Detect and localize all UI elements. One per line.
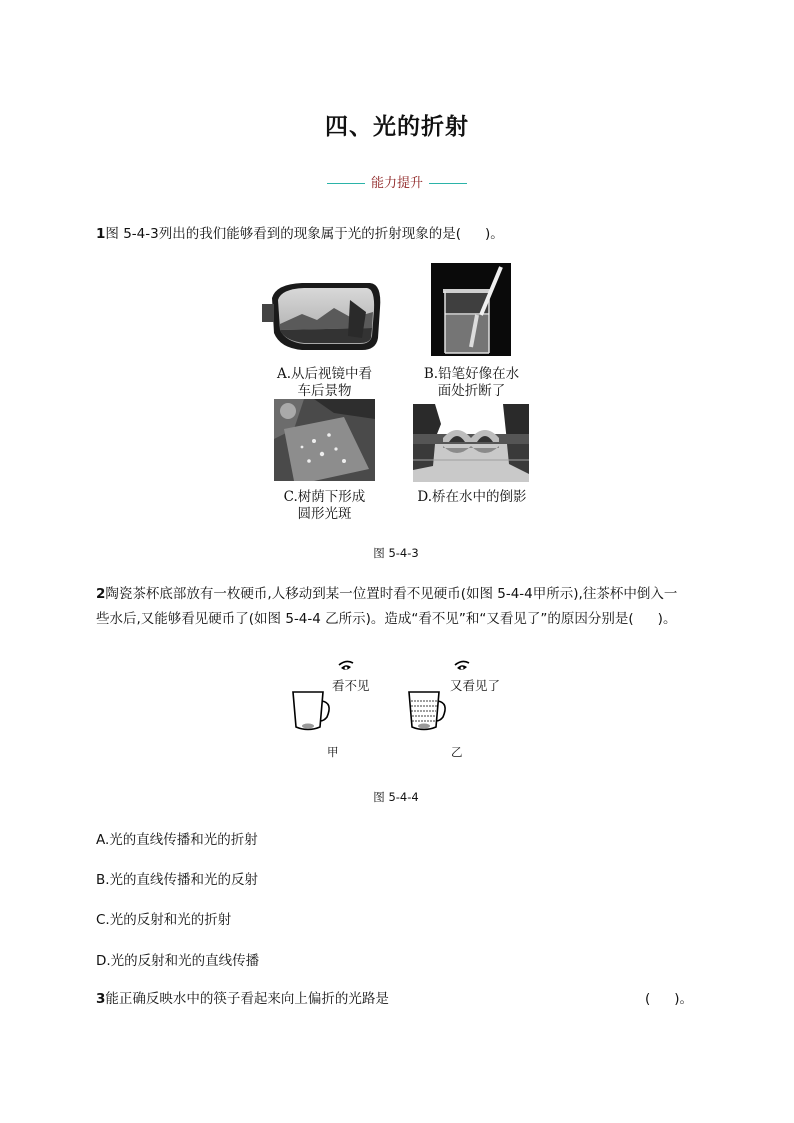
eye-icon-right <box>454 657 470 676</box>
question-number: 1 <box>96 226 106 242</box>
caption-a-line1: A.从后视镜中看 <box>276 366 373 382</box>
question-text: 陶瓷茶杯底部放有一枚硬币,人移动到某一位置时看不见硬币(如图 5-4-4甲所示),往茶杯中倒入一 <box>105 586 678 602</box>
question-tail: )。 <box>657 611 677 627</box>
cup-empty <box>289 689 335 739</box>
caption-c-line2: 圆形光斑 <box>297 506 352 522</box>
pencil-beaker-photo <box>431 263 511 356</box>
label-yi: 乙 <box>451 745 463 759</box>
page-title: 四、光的折射 <box>325 114 469 140</box>
figure-caption-1: 图 5-4-3 <box>373 546 419 560</box>
question-2-line2 <box>96 609 676 629</box>
question-1 <box>96 224 504 244</box>
eye-icon-left <box>338 657 354 676</box>
label-jia: 甲 <box>327 745 339 759</box>
section-label: 能力提升 <box>370 176 423 191</box>
question-3-tail <box>645 989 693 1009</box>
question-2-line1 <box>96 584 677 604</box>
caption-a <box>262 366 387 400</box>
section-header <box>0 172 794 191</box>
cup-with-water <box>405 689 451 739</box>
caption-b-line2: 面处折断了 <box>437 383 506 399</box>
option-d: D.光的反射和光的直线传播 <box>96 953 260 969</box>
question-tail: )。 <box>484 226 504 242</box>
question-text: 能正确反映水中的筷子看起来向上偏折的光路是 <box>105 991 389 1007</box>
question-number: 3 <box>96 991 106 1007</box>
divider-right <box>429 183 467 184</box>
divider-left <box>327 183 365 184</box>
option-b: B.光的直线传播和光的反射 <box>96 872 259 888</box>
caption-b <box>409 366 534 400</box>
caption-a-line2: 车后景物 <box>297 383 352 399</box>
label-can-see-again: 又看见了 <box>450 678 501 693</box>
caption-b-line1: B.铅笔好像在水 <box>423 366 520 382</box>
option-c: C.光的反射和光的折射 <box>96 912 232 928</box>
answer-open-paren: ( <box>645 991 651 1007</box>
question-3 <box>96 989 389 1009</box>
question-text: 些水后,又能够看见硬币了(如图 5-4-4 乙所示)。造成“看不见”和“又看见了”的原因分别是( <box>96 611 634 627</box>
caption-d-line1: D.桥在水中的倒影 <box>417 489 527 505</box>
mirror-photo <box>262 278 384 353</box>
bridge-reflection-photo <box>413 404 529 482</box>
caption-c <box>262 489 387 523</box>
question-number: 2 <box>96 586 106 602</box>
question-text: 图 5-4-3列出的我们能够看到的现象属于光的折射现象的是( <box>105 226 461 242</box>
label-cannot-see: 看不见 <box>332 678 370 693</box>
caption-c-line1: C.树荫下形成 <box>283 489 366 505</box>
tree-shadow-photo <box>274 399 375 481</box>
answer-close-paren: )。 <box>674 991 694 1007</box>
option-a: A.光的直线传播和光的折射 <box>96 832 258 848</box>
caption-d <box>402 489 542 506</box>
figure-caption-2: 图 5-4-4 <box>373 790 419 804</box>
